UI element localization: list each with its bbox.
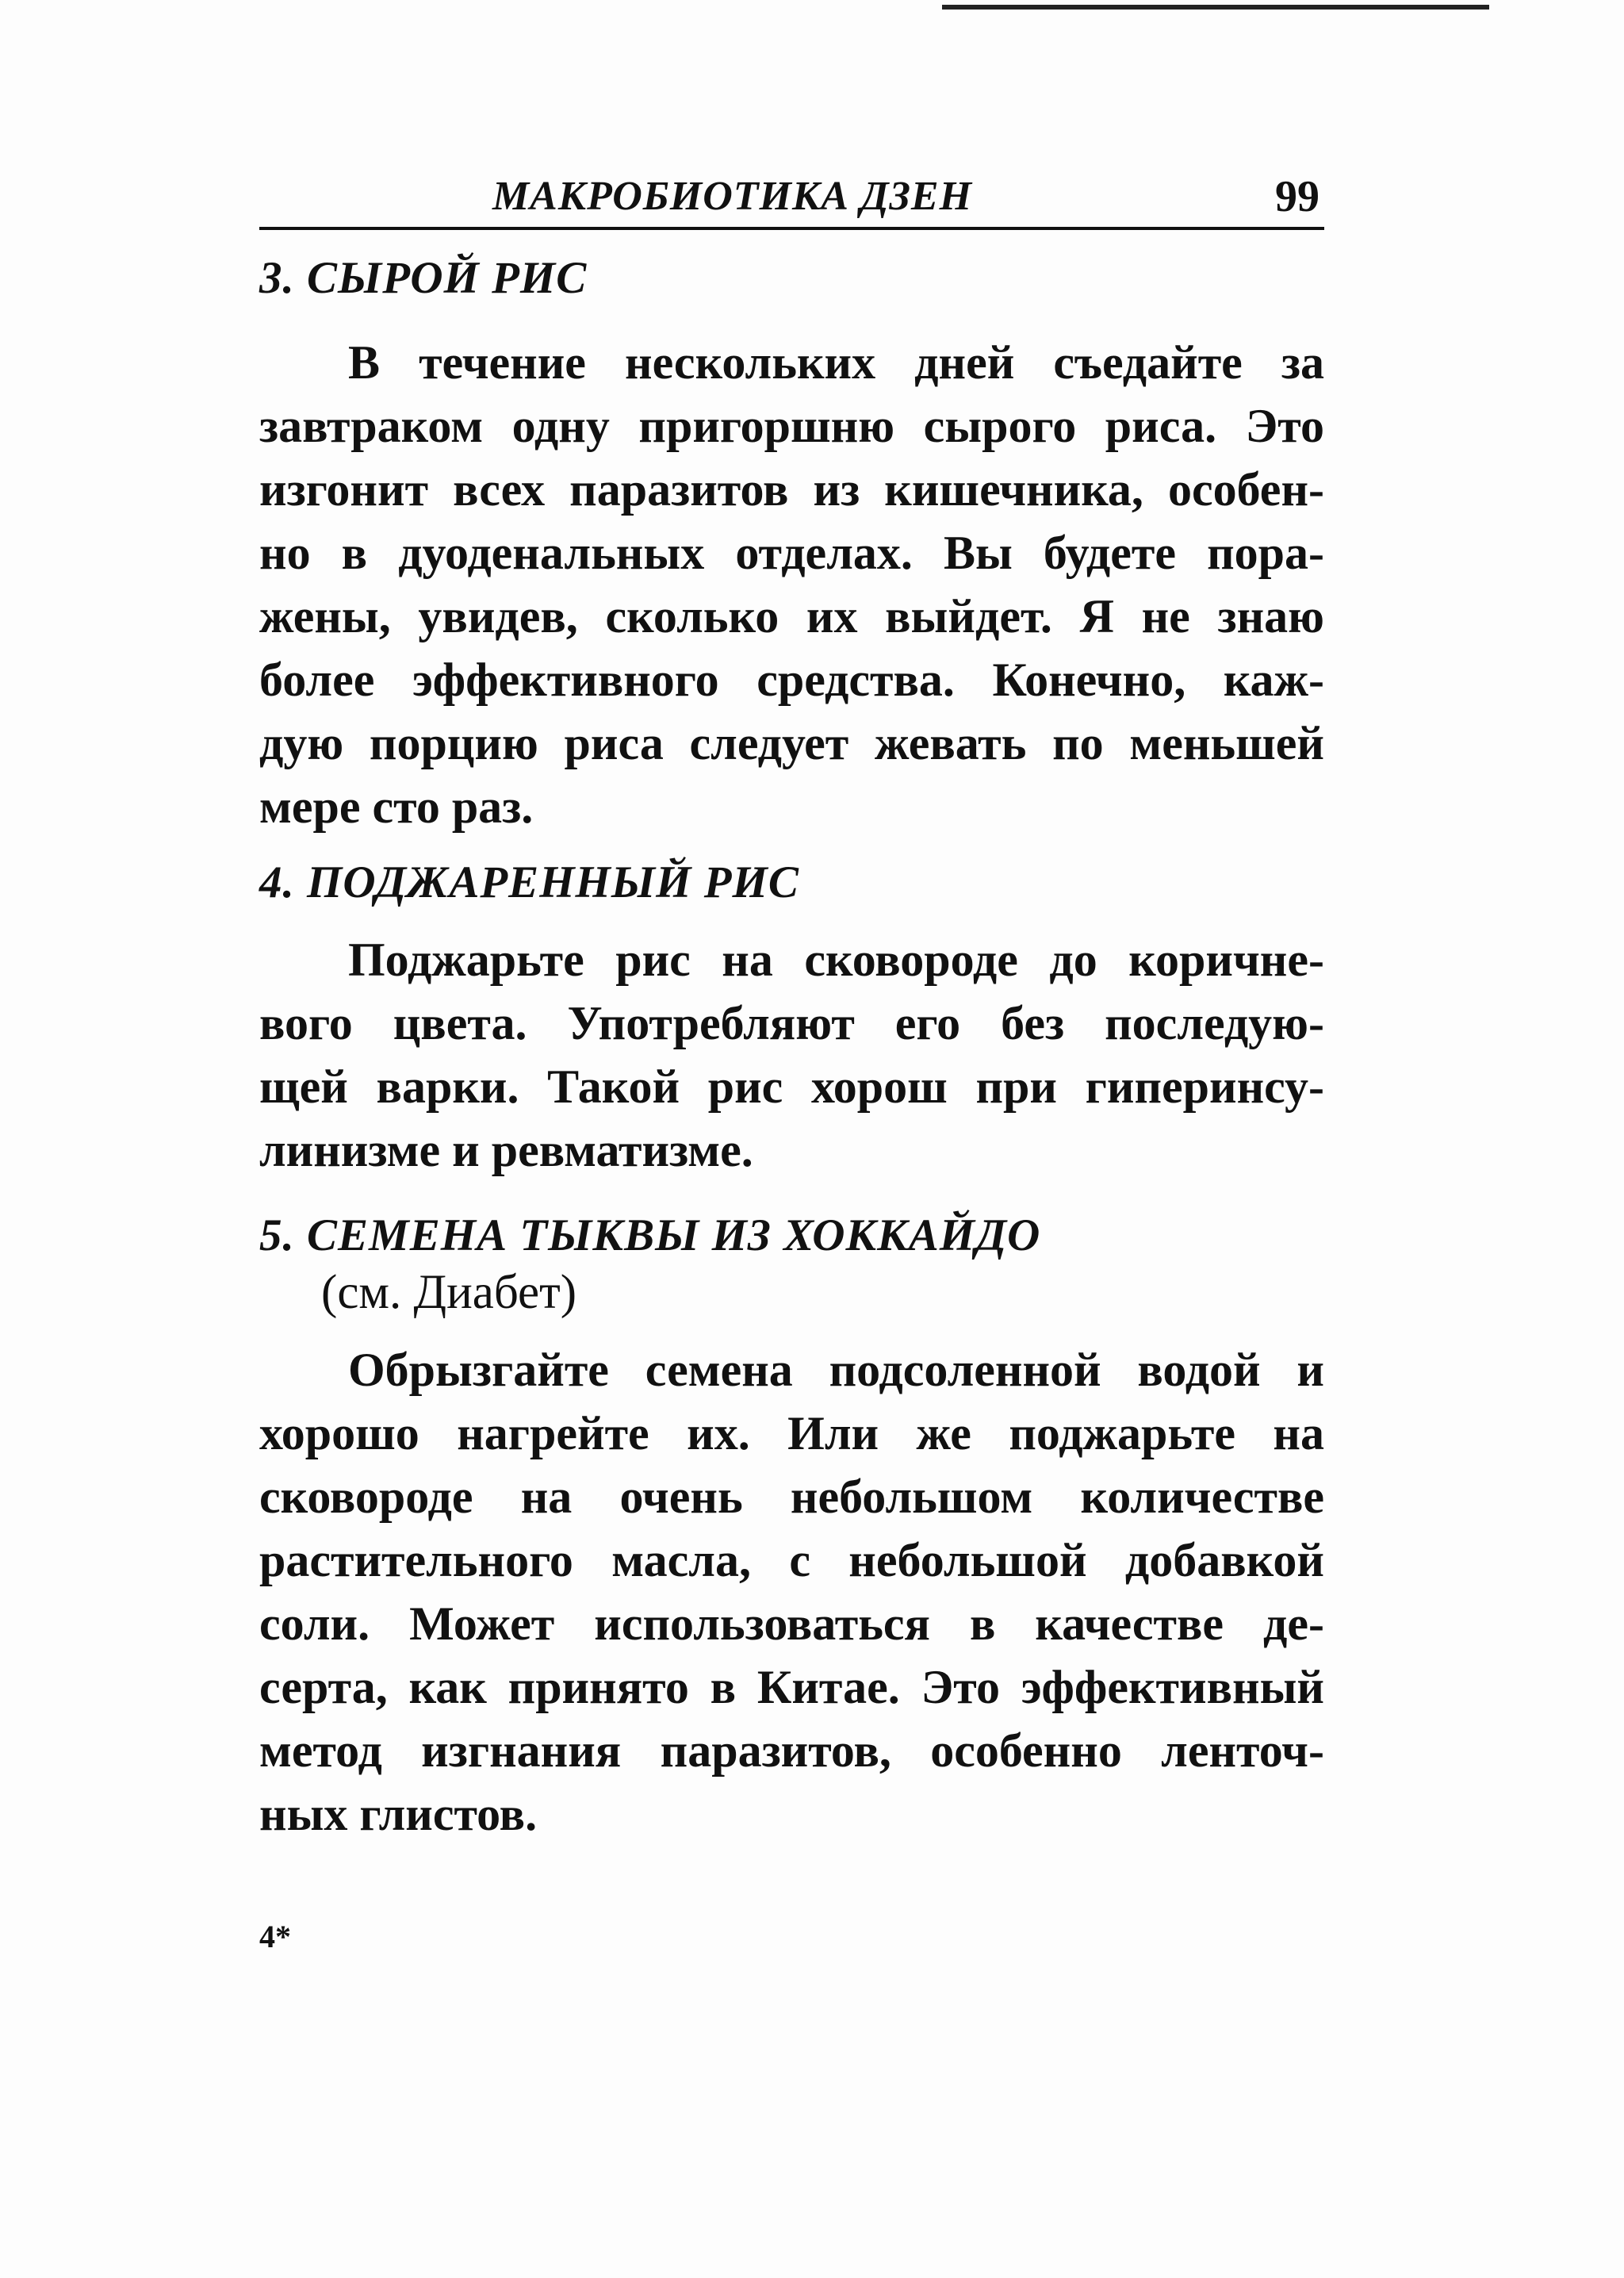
paragraph-line: завтраком одну пригоршню сырого риса. Это bbox=[259, 400, 1324, 452]
paragraph-line: линизме и ревматизме. bbox=[259, 1124, 753, 1176]
paragraph-line: метод изгнания паразитов, особенно ленточ- bbox=[259, 1724, 1324, 1777]
paragraph-line: щей варки. Такой рис хорош при гиперинсу- bbox=[259, 1060, 1324, 1113]
paragraph-line: Обрызгайте семена подсоленной водой и bbox=[348, 1344, 1324, 1396]
running-head bbox=[259, 159, 1324, 230]
paragraph-line: хорошо нагрейте их. Или же поджарьте на bbox=[259, 1407, 1324, 1459]
section-heading-pumpkin-seeds: 5. СЕМЕНА ТЫКВЫ ИЗ ХОККАЙДО bbox=[259, 1210, 1041, 1260]
paragraph-line: соли. Может использоваться в качестве де- bbox=[259, 1597, 1324, 1650]
paragraph-line: В течение нескольких дней съедайте за bbox=[348, 336, 1324, 389]
paragraph-line: дую порцию риса следует жевать по меньшей bbox=[259, 717, 1324, 769]
paragraph-roasted-rice bbox=[259, 928, 1324, 1182]
paragraph-pumpkin-seeds bbox=[259, 1338, 1324, 1846]
section-heading-roasted-rice: 4. ПОДЖАРЕННЫЙ РИС bbox=[259, 857, 799, 907]
section-cross-reference: (см. Диабет) bbox=[321, 1266, 577, 1319]
paragraph-line: сковороде на очень небольшом количестве bbox=[259, 1471, 1324, 1523]
paragraph-line: но в дуоденальных отделах. Вы будете пора- bbox=[259, 527, 1324, 579]
printer-signature-mark: 4* bbox=[259, 1919, 291, 1954]
paragraph-line: вого цвета. Употребляют его без последую- bbox=[259, 997, 1324, 1049]
paragraph-line: более эффективного средства. Конечно, каж- bbox=[259, 654, 1324, 706]
paragraph-line: серта, как принято в Китае. Это эффективный bbox=[259, 1661, 1324, 1713]
paragraph-raw-rice bbox=[259, 331, 1324, 838]
paragraph-line: жены, увидев, сколько их выйдет. Я не знаю bbox=[259, 590, 1324, 642]
top-edge-rule bbox=[942, 5, 1489, 10]
paragraph-line: растительного масла, с небольшой добавкой bbox=[259, 1534, 1324, 1586]
running-head-title: МАКРОБИОТИКА ДЗЕН bbox=[492, 174, 973, 219]
paragraph-line: ных глистов. bbox=[259, 1788, 538, 1840]
page-number: 99 bbox=[1275, 172, 1320, 221]
section-heading-raw-rice: 3. СЫРОЙ РИС bbox=[259, 253, 588, 303]
paragraph-line: изгонит всех паразитов из кишечника, особен- bbox=[259, 463, 1324, 516]
paragraph-line: мере сто раз. bbox=[259, 780, 534, 833]
paragraph-line: Поджарьте рис на сковороде до коричне- bbox=[348, 934, 1324, 986]
